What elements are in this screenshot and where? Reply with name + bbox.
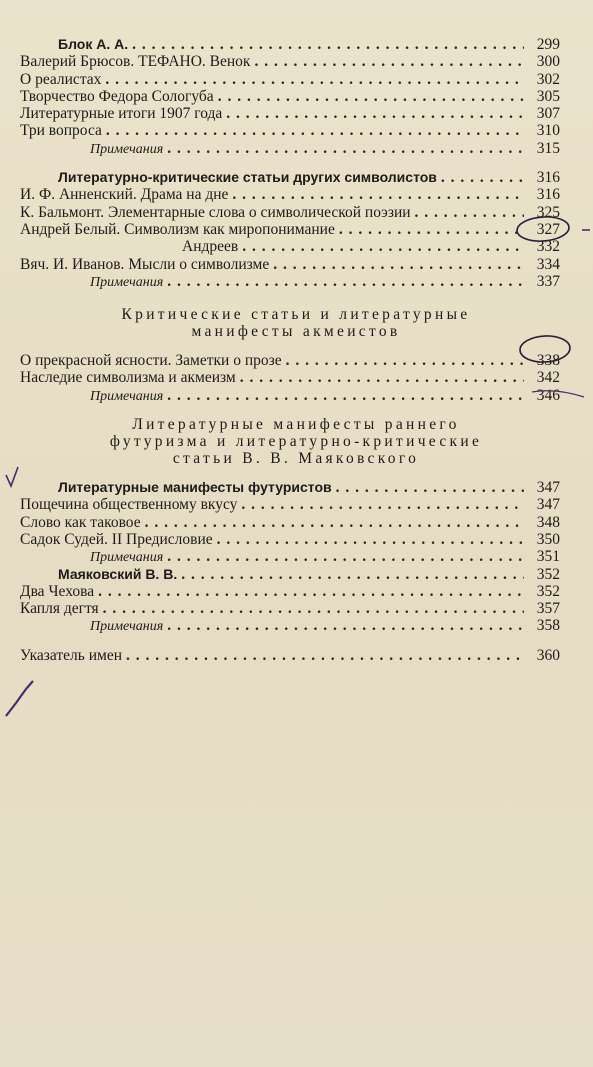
toc-entry bbox=[20, 36, 560, 53]
dot-leader bbox=[415, 204, 524, 221]
pen-stroke bbox=[6, 681, 33, 716]
toc-entry-title: Наследие символизма и акмеизм bbox=[20, 369, 236, 387]
toc-entry-page: 305 bbox=[536, 87, 560, 105]
toc-entry-page: 300 bbox=[536, 53, 560, 71]
toc-entry-title: Маяковский В. В. bbox=[58, 565, 178, 582]
dot-leader bbox=[232, 186, 524, 203]
toc-entry bbox=[20, 140, 560, 157]
section-heading-line: футуризма и литературно-критические bbox=[109, 433, 483, 451]
toc-entry bbox=[20, 71, 560, 88]
dot-leader bbox=[240, 369, 524, 386]
toc-entry-title: Указатель имен bbox=[20, 646, 122, 664]
toc-entry bbox=[20, 369, 560, 386]
toc-entry bbox=[20, 169, 560, 186]
tick-mark bbox=[6, 467, 18, 486]
toc-entry-page: 310 bbox=[536, 122, 560, 140]
toc-entry-page: 352 bbox=[536, 565, 560, 583]
toc-entry bbox=[20, 514, 560, 531]
section-heading-line: манифесты акмеистов bbox=[191, 323, 401, 341]
toc-entry-page: 332 bbox=[536, 238, 560, 256]
toc-entry-page: 347 bbox=[536, 496, 560, 514]
toc-entry-title: Валерий Брюсов. ТЕФАНО. Венок bbox=[20, 53, 251, 71]
toc-entry-title: Три вопроса bbox=[20, 122, 102, 140]
toc-entry-page: 327 bbox=[536, 220, 560, 238]
dot-leader bbox=[242, 238, 524, 255]
toc-entry-title: Два Чехова bbox=[20, 582, 95, 600]
section-heading-acmeists bbox=[20, 306, 560, 340]
dot-leader bbox=[167, 273, 524, 290]
dot-leader bbox=[336, 479, 524, 496]
dot-leader bbox=[145, 514, 524, 531]
toc-entry-title: Примечания bbox=[90, 141, 164, 157]
toc-entry-title: Пощечина общественному вкусу bbox=[20, 496, 238, 514]
toc-entry bbox=[20, 496, 560, 513]
toc-entry-title: Примечания bbox=[90, 550, 164, 566]
dot-leader bbox=[339, 221, 524, 238]
toc-entry-title: Примечания bbox=[90, 388, 164, 404]
toc-entry-title: Вяч. И. Иванов. Мысли о символизме bbox=[20, 255, 270, 273]
toc-entry-page: 302 bbox=[536, 70, 560, 88]
toc-entry-title: Примечания bbox=[90, 619, 164, 635]
toc-entry-page: 347 bbox=[536, 479, 560, 497]
toc-entry-title: Примечания bbox=[90, 274, 164, 290]
dot-leader bbox=[273, 256, 524, 273]
dot-leader bbox=[103, 600, 524, 617]
toc-entry bbox=[20, 122, 560, 139]
toc-entry bbox=[20, 647, 560, 664]
dot-leader bbox=[98, 583, 524, 600]
section-block-symbolists-blok bbox=[20, 36, 560, 157]
dot-leader bbox=[218, 88, 524, 105]
section-block-index bbox=[20, 647, 560, 664]
dot-leader bbox=[441, 169, 524, 186]
toc-entry-page: 350 bbox=[536, 530, 560, 548]
toc-entry bbox=[20, 256, 560, 273]
dot-leader bbox=[167, 387, 524, 404]
toc-entry-title: Андрей Белый. Символизм как миропонимание bbox=[20, 220, 335, 238]
toc-entry-page: 360 bbox=[536, 646, 560, 664]
toc-entry-title: Садок Судей. II Предисловие bbox=[20, 530, 213, 548]
toc-entry-page: 299 bbox=[536, 36, 560, 53]
toc-entry bbox=[20, 186, 560, 203]
toc-entry bbox=[20, 273, 560, 290]
dot-leader bbox=[132, 36, 524, 53]
dot-leader bbox=[241, 496, 524, 513]
toc-entry bbox=[20, 583, 560, 600]
toc-entry bbox=[20, 88, 560, 105]
toc-entry-page: 334 bbox=[536, 255, 560, 273]
dot-leader bbox=[254, 53, 524, 70]
toc-entry bbox=[20, 105, 560, 122]
toc-entry bbox=[20, 204, 560, 221]
toc-entry-page: 351 bbox=[536, 548, 560, 566]
toc-entry-page: 346 bbox=[536, 386, 560, 404]
toc-entry bbox=[20, 531, 560, 548]
toc-entry bbox=[20, 387, 560, 404]
toc-entry-title: Андреев bbox=[182, 238, 239, 256]
toc-entry-title: Литературно-критические статьи других символистов bbox=[58, 169, 437, 186]
toc-entry bbox=[20, 352, 560, 369]
toc-entry-title: Литературные манифесты футуристов bbox=[58, 479, 332, 496]
toc-entry-title: К. Бальмонт. Элементарные слова о символической поэзии bbox=[20, 203, 411, 221]
toc-entry-title: Творчество Федора Сологуба bbox=[20, 87, 214, 105]
dot-leader bbox=[217, 531, 524, 548]
toc-entry-title: Блок А. А. bbox=[58, 36, 129, 52]
toc-entry bbox=[20, 566, 560, 583]
toc-entry-title: И. Ф. Анненский. Драма на дне bbox=[20, 186, 229, 204]
toc-entry bbox=[20, 548, 560, 565]
toc-entry-title: Литературные итоги 1907 года bbox=[20, 105, 223, 123]
section-block-other-symbolists bbox=[20, 169, 560, 290]
toc-entry-title: О реалистах bbox=[20, 70, 102, 88]
dot-leader bbox=[167, 617, 524, 634]
dot-leader bbox=[286, 352, 524, 369]
toc-entry-page: 315 bbox=[536, 139, 560, 157]
toc-entry-title: Капля дегтя bbox=[20, 600, 99, 618]
dot-leader bbox=[167, 548, 524, 565]
section-block-futurists bbox=[20, 479, 560, 635]
toc-entry bbox=[20, 53, 560, 70]
toc-entry bbox=[20, 600, 560, 617]
toc-entry-page: 307 bbox=[536, 105, 560, 123]
toc-entry-page: 352 bbox=[536, 582, 560, 600]
table-of-contents bbox=[20, 36, 560, 664]
toc-entry bbox=[20, 617, 560, 634]
section-heading-futurists bbox=[20, 416, 560, 467]
toc-entry-page: 358 bbox=[536, 617, 560, 635]
toc-entry-title: О прекрасной ясности. Заметки о прозе bbox=[20, 352, 282, 370]
dot-leader bbox=[126, 647, 524, 664]
dot-leader bbox=[167, 140, 524, 157]
section-heading-line: статьи В. В. Маяковского bbox=[172, 450, 420, 468]
dot-leader bbox=[106, 122, 524, 139]
dot-leader bbox=[181, 566, 524, 583]
toc-entry-page: 348 bbox=[536, 513, 560, 531]
toc-entry bbox=[20, 479, 560, 496]
toc-entry-page: 357 bbox=[536, 600, 560, 618]
toc-entry-page: 316 bbox=[536, 169, 560, 187]
toc-entry-page: 342 bbox=[536, 369, 560, 387]
dot-leader bbox=[226, 105, 524, 122]
toc-entry-title: Слово как таковое bbox=[20, 513, 141, 531]
dot-leader bbox=[105, 71, 524, 88]
section-block-acmeists bbox=[20, 352, 560, 404]
toc-entry-page: 338 bbox=[536, 352, 560, 370]
toc-entry bbox=[20, 221, 560, 238]
toc-entry-page: 337 bbox=[536, 272, 560, 290]
toc-entry-page: 316 bbox=[536, 186, 560, 204]
section-heading-line: Литературные манифесты раннего bbox=[132, 416, 460, 434]
section-heading-line: Критические статьи и литературные bbox=[121, 306, 471, 324]
toc-entry bbox=[20, 238, 560, 255]
toc-entry-page: 325 bbox=[536, 203, 560, 221]
